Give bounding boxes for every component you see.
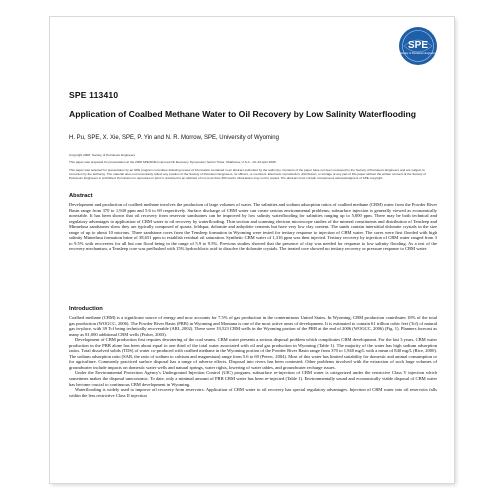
abstract-heading: Abstract bbox=[69, 193, 93, 199]
authors: H. Pu, SPE, X. Xie, SPE, P. Yin and N. R. Morrow, SPE, University of Wyoming bbox=[69, 135, 279, 141]
intro-paragraph: Waterflooding is widely used to improve oil recovery from reservoirs. Application of CBM water to oil recovery has special regulatory advantages. Injection of CBM water into oil reservoirs falls within the less restrictive Class II injection bbox=[69, 387, 437, 398]
copyright-notice: Copyright 2008, Society of Petroleum Engineers bbox=[69, 153, 136, 157]
abstract-paragraph: Development and production of coalbed methane involves the production of large volumes of water. The salinities and sodium adsorption ratios of coalbed methane (CBM) water from the Powder River Basin range from 370 to 1,940 ppm and 5.6 to 69 respectively. Surface discharge of CBM water can create serious environmental problems; subsurface injection is generally viewed as economically nonviable. It has been shown that oil recovery from reservoir sandstones can be improved by low salinity waterflooding for salinities ranging up to 5,000 ppm. There may be both technical and regulatory advantages to application of CBM water to oil recovery by waterflooding. Thin section and scanning electron microscope studies of the mineral constituents and distribution of Tensleep and Minnelusa sandstones show they are typically composed of quartz, feldspar, dolomite and anhydrite cements but have very low clay content. The sands contain interstitial dolomite crystals in the size range of up to about 10 microns. Three sandstone cores from the Tensleep formation in Wyoming were tested for tertiary response to injection of CBM water. The cores were first flooded with high salinity Minnelusa formation brine of 38,651 ppm to establish residual oil saturation. Synthetic CBM water of 1,316 ppm was then injected. Tertiary recovery by injection of CBM water ranged from 3 to 9.5% with recoveries for all but one flood being in the range of 5.9 to 9.5%. Previous studies showed that the presence of clay was needed for response to low salinity flooding. As a test of the recovery mechanism, a Tensleep core was preflushed with 15% hydrochloric acid to dissolve the dolomite crystals. The treated core showed no tertiary recovery or pressure response to CBM water. bbox=[69, 202, 437, 252]
logo-text: SPE bbox=[407, 40, 429, 51]
presentation-notice: This paper was prepared for presentation at the 2008 SPE/DOE Improved Oil Recovery Symposium held in Tulsa, Oklahoma, U.S.A., 19–23 April 2008. bbox=[69, 160, 277, 164]
logo-subtext: Society of Petroleum Engineers bbox=[399, 52, 437, 55]
abstract-body bbox=[69, 202, 437, 252]
introduction-body bbox=[69, 315, 437, 398]
paper-number: SPE 113410 bbox=[69, 90, 119, 100]
spe-logo bbox=[398, 26, 438, 66]
paper-page bbox=[50, 17, 454, 483]
paper-title: Application of Coalbed Methane Water to Oil Recovery by Low Salinity Waterflooding bbox=[69, 109, 416, 119]
intro-paragraph: Under the Environmental Protection Agency's Underground Injection Control (UIC) program, subsurface re-injection of CBM water is categorized under the restrictive Class V injection which sometimes makes the disposal uneconomic. To date, only a minimal amount of PRB CBM water has been re-injected (Table 1). Environmentally sound and economically viable disposal of CBM water has become crucial to continuous CBM development in Wyoming. bbox=[69, 370, 437, 387]
intro-paragraph: Development of CBM production first requires dewatering of the coal seams. CBM water presents a serious disposal problem which complicates CBM development. For the last 3 years, CBM water production in the PRB alone has been about equal to one third of the total water associated with oil and gas production in Wyoming (Table 1). The majority of the water has high sodium adsorption ratios. Total dissolved solids (TDS) of water co-produced with coalbed methane in the Wyoming portion of the Powder River Basin range from 370 to 1,940 mg/L with a mean of 840 mg/L (Rice, 2000). The sodium adsorption ratio (SAR, the ratio of sodium to calcium and magnesium) range from 5.6 to 69 (Peterc, 2004). Most of this water has limited suitability for domestic and animal consumption or for agriculture. Commonly practiced surface disposal has a range of adverse effects. Disposal into rivers has been contested. Other problems involved with the extraction of such large volumes of groundwater include impacts on domestic water wells and natural springs, water rights, lowering of water tables, and groundwater recharge issues. bbox=[69, 337, 437, 370]
introduction-heading: Introduction bbox=[69, 306, 103, 312]
intro-paragraph: Coalbed methane (CBM) is a significant source of energy and now accounts for 7.5% of gas production in the conterminous United States. In Wyoming, CBM production contributes 18% of the total gas production (WOGCC, 2006). The Powder River Basin (PRB) in Wyoming and Montana is one of the most active areas of development. It is estimated to contain 61 trillion cubic feet (Tcf) of natural gas in-place, with 39 Tcf being technically recoverable (ARI, 2002). There were 19,523 CBM wells in the Wyoming portion of the PRB at the end of 2006 (WOGCC, 2006) (Fig. 1). Planners forecast as many as 81,000 additional CBM wells (Fisher, 2003). bbox=[69, 315, 437, 337]
legal-notice: This paper was selected for presentation by an SPE program committee following review of information contained in an abstract submitted by the author(s). Contents of the paper have not been reviewed by the Society of Petroleum Engineers and are subject to correction by the author(s). The material does not necessarily reflect any position of the Society of Petroleum Engineers, its officers, or members. Electronic reproduction, distribution, or storage of any part of this paper without the written consent of the Society of Petroleum Engineers is prohibited. Permission to reproduce in print is restricted to an abstract of not more than 300 words; illustrations may not be copied. The abstract must contain conspicuous acknowledgment of SPE copyright. bbox=[69, 168, 426, 180]
